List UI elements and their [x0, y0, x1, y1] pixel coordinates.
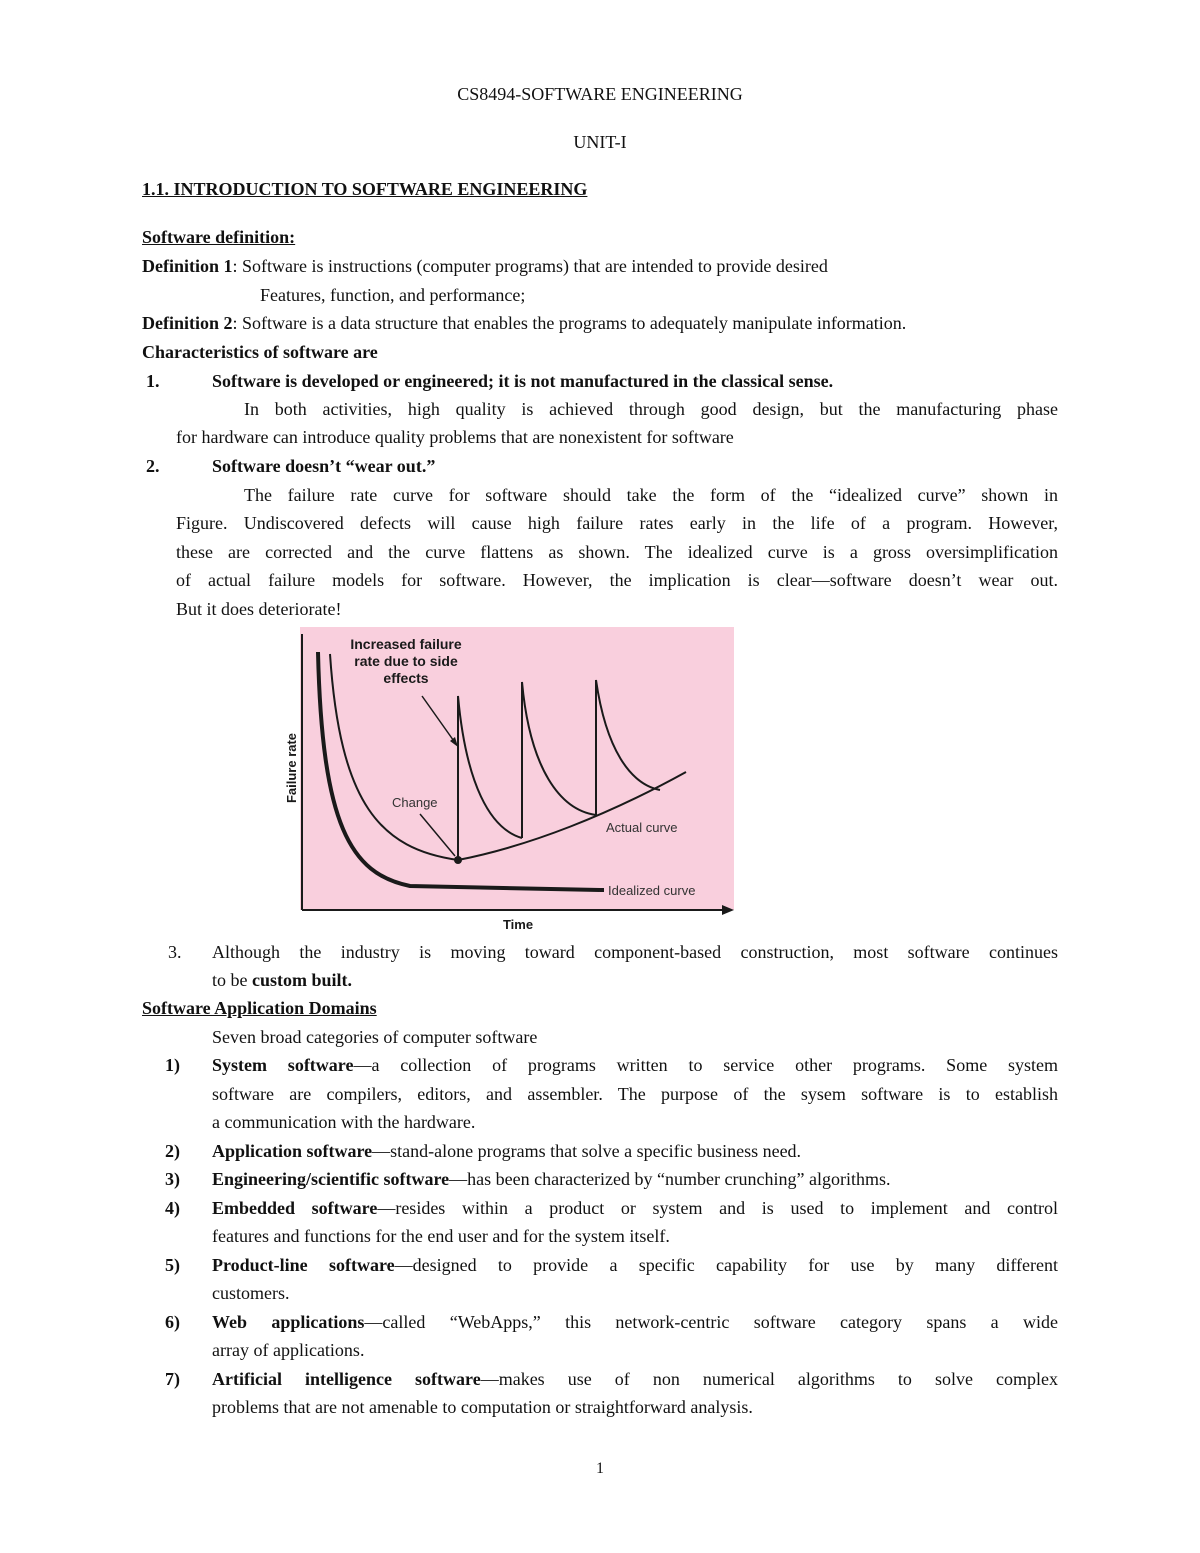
characteristic-1-number: 1. — [146, 371, 160, 391]
domain-4-title: Embedded software — [212, 1198, 378, 1218]
domain-6-title: Web applications — [212, 1312, 365, 1332]
characteristic-1-title: Software is developed or engineered; it is not manufactured in the classical sense. — [212, 371, 834, 391]
definition-2-label: Definition 2 — [142, 313, 233, 333]
page-number: 1 — [596, 1460, 604, 1477]
domain-6-line-1 — [212, 1312, 1058, 1333]
domain-5-title: Product-line software — [212, 1255, 395, 1275]
domain-4-line-1 — [212, 1198, 1058, 1219]
characteristic-1-line-1: In both activities, high quality is achieved through good design, but the manufacturing phase — [244, 399, 1058, 419]
domain-2-text: —stand-alone programs that solve a specific business need. — [372, 1141, 802, 1161]
definition-1 — [142, 256, 828, 277]
course-title: CS8494-SOFTWARE ENGINEERING — [457, 84, 743, 104]
domain-1-line-1 — [212, 1055, 1058, 1076]
domain-1-title: System software — [212, 1055, 354, 1075]
actual-curve-label: Actual curve — [606, 820, 678, 835]
characteristics-heading: Characteristics of software are — [142, 342, 378, 362]
characteristic-2-line-4: of actual failure models for software. However, the implication is clear—software doesn’t wear out. — [176, 570, 1058, 590]
domains-intro: Seven broad categories of computer software — [212, 1027, 538, 1047]
annotation-line-3: effects — [383, 670, 429, 686]
characteristic-2-line-2: Figure. Undiscovered defects will cause high failure rates early in the life of a program. However, — [176, 513, 1058, 533]
domain-1-number: 1) — [165, 1055, 180, 1075]
annotation-line-2: rate due to side — [354, 653, 458, 669]
characteristic-2-number: 2. — [146, 456, 160, 476]
domain-7-line-2: problems that are not amenable to computation or straightforward analysis. — [212, 1397, 753, 1417]
definition-2 — [142, 313, 906, 334]
characteristic-1-line-2: for hardware can introduce quality problems that are nonexistent for software — [176, 427, 734, 447]
characteristic-3-number: 3. — [168, 942, 182, 962]
domain-6-line-2: array of applications. — [212, 1340, 365, 1360]
failure-rate-figure — [270, 624, 740, 936]
definition-1-continuation: Features, function, and performance; — [260, 285, 526, 305]
domain-2-title: Application software — [212, 1141, 373, 1161]
domain-3-number: 3) — [165, 1169, 180, 1189]
characteristic-3-line-1: Although the industry is moving toward component-based construction, most software continues — [212, 942, 1058, 962]
figure-background — [300, 627, 734, 910]
domain-5-number: 5) — [165, 1255, 180, 1275]
characteristic-3-prefix: to be — [212, 970, 252, 990]
characteristic-2-line-1: The failure rate curve for software should take the form of the “idealized curve” shown in — [244, 485, 1058, 505]
domain-1-text: —a collection of programs written to service other programs. Some system — [353, 1055, 1058, 1075]
domain-2-line-1 — [212, 1141, 801, 1162]
domain-1-line-2: software are compilers, editors, and assembler. The purpose of the sysem software is to establish — [212, 1084, 1058, 1104]
domain-3-title: Engineering/scientific software — [212, 1169, 450, 1189]
domain-1-line-3: a communication with the hardware. — [212, 1112, 476, 1132]
domain-4-number: 4) — [165, 1198, 180, 1218]
unit-label: UNIT-I — [573, 132, 627, 152]
definition-heading: Software definition: — [142, 227, 296, 247]
definition-1-text: : Software is instructions (computer programs) that are intended to provide desired — [232, 256, 828, 276]
characteristic-2-line-5: But it does deteriorate! — [176, 599, 342, 619]
domain-7-title: Artificial intelligence software — [212, 1369, 481, 1389]
y-axis-label: Failure rate — [284, 732, 299, 804]
domain-5-line-1 — [212, 1255, 1058, 1276]
definition-1-label: Definition 1 — [142, 256, 233, 276]
domain-3-line-1 — [212, 1169, 890, 1190]
change-point — [454, 856, 462, 864]
domain-6-number: 6) — [165, 1312, 180, 1332]
domain-7-number: 7) — [165, 1369, 180, 1389]
domain-5-line-2: customers. — [212, 1283, 290, 1303]
characteristic-2-title: Software doesn’t “wear out.” — [212, 456, 436, 476]
characteristic-2-line-3: these are corrected and the curve flattens as shown. The idealized curve is a gross oversimplification — [176, 542, 1058, 562]
domain-7-line-1 — [212, 1369, 1058, 1390]
characteristic-3-line-2 — [212, 970, 352, 991]
change-label: Change — [392, 795, 438, 810]
section-heading: 1.1. INTRODUCTION TO SOFTWARE ENGINEERING — [142, 179, 588, 199]
domain-5-text: —designed to provide a specific capability for use by many different — [394, 1255, 1059, 1275]
domain-2-number: 2) — [165, 1141, 180, 1161]
characteristic-3-bold: custom built. — [252, 970, 353, 990]
domain-4-text: —resides within a product or system and is used to implement and control — [377, 1198, 1059, 1218]
definition-2-text: : Software is a data structure that enables the programs to adequately manipulate information. — [232, 313, 907, 333]
domains-heading: Software Application Domains — [142, 998, 377, 1018]
domain-7-text: —makes use of non numerical algorithms to solve complex — [480, 1369, 1059, 1389]
domain-3-text: —has been characterized by “number crunching” algorithms. — [449, 1169, 891, 1189]
x-axis-label: Time — [502, 917, 534, 932]
annotation-line-1: Increased failure — [350, 636, 462, 652]
domain-4-line-2: features and functions for the end user and for the system itself. — [212, 1226, 670, 1246]
domain-6-text: —called “WebApps,” this network-centric software category spans a wide — [364, 1312, 1059, 1332]
idealized-curve-label: Idealized curve — [608, 883, 696, 898]
